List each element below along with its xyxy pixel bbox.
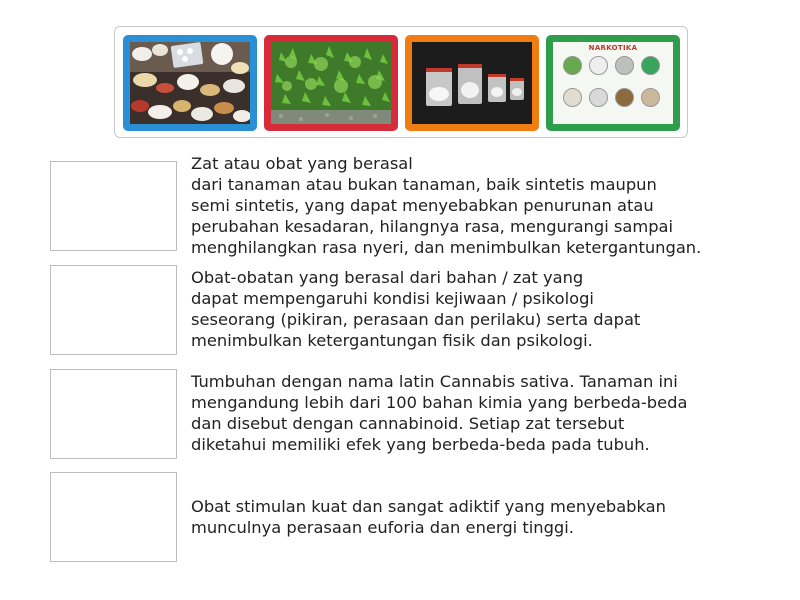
image-tray [114, 26, 688, 138]
tile-cannabis[interactable] [264, 35, 398, 131]
pills-photo-icon [130, 42, 250, 124]
description-3: Tumbuhan dengan nama latin Cannabis sativa. Tanaman ini mengandung lebih dari 100 bahan kimia yang berbeda-beda dan disebut dengan cannabinoid. Setiap zat tersebut diketahui memiliki efek yang berbeda-beda pada tubuh. [191, 372, 688, 454]
drop-slot-3[interactable] [50, 369, 177, 459]
cannabis-plant-photo-icon [271, 42, 391, 124]
powder-bags-photo-icon [412, 42, 532, 124]
description-1: Zat atau obat yang berasal dari tanaman atau bukan tanaman, baik sintetis maupun semi sintetis, yang dapat menyebabkan penurunan atau perubahan kesadaran, hilangnya rasa, mengurangi sampai menghilangkan rasa nyeri, dan menimbulkan ketergantungan. [191, 154, 702, 257]
description-2: Obat-obatan yang berasal dari bahan / zat yang dapat mempengaruhi kondisi kejiwaan / psikologi seseorang (pikiran, perasaan dan perilaku) serta dapat menimbulkan ketergantungan fisik dan psikologi. [191, 268, 641, 350]
tile-powder-bags[interactable] [405, 35, 539, 131]
drop-slot-2[interactable] [50, 265, 177, 355]
tile-pills[interactable] [123, 35, 257, 131]
description-4: Obat stimulan kuat dan sangat adiktif yang menyebabkan munculnya perasaan euforia dan energi tinggi. [191, 497, 666, 537]
drop-slot-1[interactable] [50, 161, 177, 251]
drop-slot-4[interactable] [50, 472, 177, 562]
narkotika-poster-icon [553, 42, 673, 124]
narkotika-title: NARKOTIKA [588, 44, 638, 52]
tile-narkotika[interactable] [546, 35, 680, 131]
